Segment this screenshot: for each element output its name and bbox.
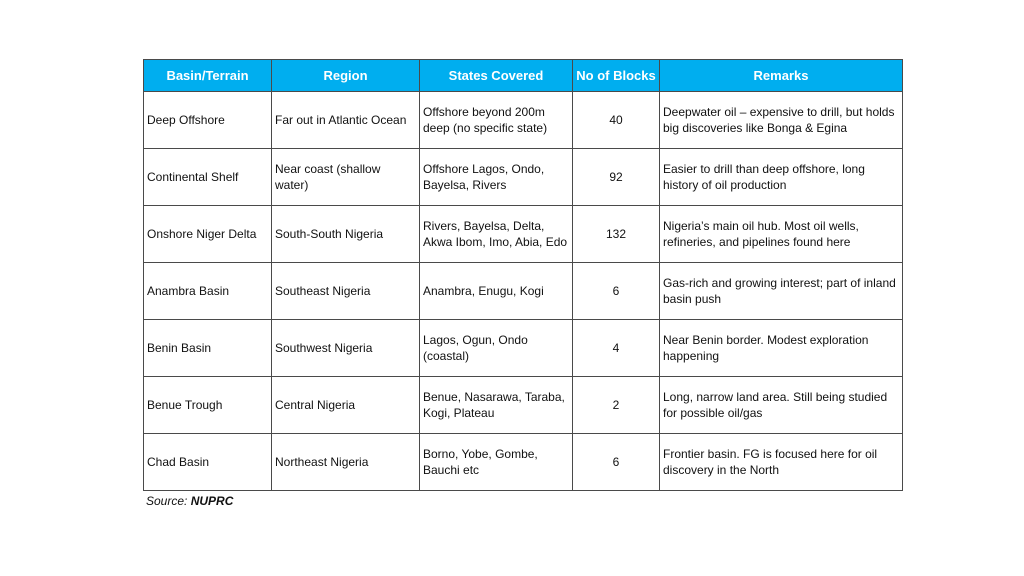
source-note: [146, 494, 233, 508]
cell-states: Lagos, Ogun, Ondo (coastal): [420, 320, 573, 377]
table-row: [144, 320, 903, 377]
basin-table: [143, 59, 903, 491]
table-row: [144, 92, 903, 149]
cell-region: Southeast Nigeria: [272, 263, 420, 320]
table-row: [144, 149, 903, 206]
cell-region: Central Nigeria: [272, 377, 420, 434]
cell-blocks: 40: [573, 92, 660, 149]
cell-basin: Onshore Niger Delta: [144, 206, 272, 263]
header-states-covered: States Covered: [420, 60, 573, 92]
cell-basin: Deep Offshore: [144, 92, 272, 149]
cell-states: Borno, Yobe, Gombe, Bauchi etc: [420, 434, 573, 491]
table-row: [144, 206, 903, 263]
cell-basin: Benin Basin: [144, 320, 272, 377]
table-header-row: [144, 60, 903, 92]
cell-blocks: 4: [573, 320, 660, 377]
cell-states: Rivers, Bayelsa, Delta, Akwa Ibom, Imo, Abia, Edo: [420, 206, 573, 263]
header-region: Region: [272, 60, 420, 92]
basin-table-container: [143, 59, 902, 491]
cell-basin: Benue Trough: [144, 377, 272, 434]
cell-basin: Chad Basin: [144, 434, 272, 491]
source-label: Source:: [146, 494, 188, 508]
table-row: [144, 377, 903, 434]
cell-remarks: Nigeria’s main oil hub. Most oil wells, refineries, and pipelines found here: [660, 206, 903, 263]
cell-remarks: Deepwater oil – expensive to drill, but holds big discoveries like Bonga & Egina: [660, 92, 903, 149]
cell-region: Far out in Atlantic Ocean: [272, 92, 420, 149]
cell-blocks: 92: [573, 149, 660, 206]
header-basin-terrain: Basin/Terrain: [144, 60, 272, 92]
header-no-of-blocks: No of Blocks: [573, 60, 660, 92]
cell-remarks: Easier to drill than deep offshore, long history of oil production: [660, 149, 903, 206]
cell-states: Anambra, Enugu, Kogi: [420, 263, 573, 320]
table-row: [144, 434, 903, 491]
cell-remarks: Gas-rich and growing interest; part of inland basin push: [660, 263, 903, 320]
cell-basin: Anambra Basin: [144, 263, 272, 320]
cell-blocks: 6: [573, 434, 660, 491]
cell-region: South-South Nigeria: [272, 206, 420, 263]
source-value: NUPRC: [190, 494, 234, 508]
cell-blocks: 6: [573, 263, 660, 320]
cell-basin: Continental Shelf: [144, 149, 272, 206]
cell-states: Benue, Nasarawa, Taraba, Kogi, Plateau: [420, 377, 573, 434]
table-row: [144, 263, 903, 320]
cell-states: Offshore Lagos, Ondo, Bayelsa, Rivers: [420, 149, 573, 206]
header-remarks: Remarks: [660, 60, 903, 92]
cell-region: Southwest Nigeria: [272, 320, 420, 377]
cell-blocks: 2: [573, 377, 660, 434]
cell-region: Near coast (shallow water): [272, 149, 420, 206]
cell-blocks: 132: [573, 206, 660, 263]
cell-states: Offshore beyond 200m deep (no specific state): [420, 92, 573, 149]
cell-remarks: Long, narrow land area. Still being studied for possible oil/gas: [660, 377, 903, 434]
cell-remarks: Frontier basin. FG is focused here for oil discovery in the North: [660, 434, 903, 491]
cell-remarks: Near Benin border. Modest exploration happening: [660, 320, 903, 377]
cell-region: Northeast Nigeria: [272, 434, 420, 491]
